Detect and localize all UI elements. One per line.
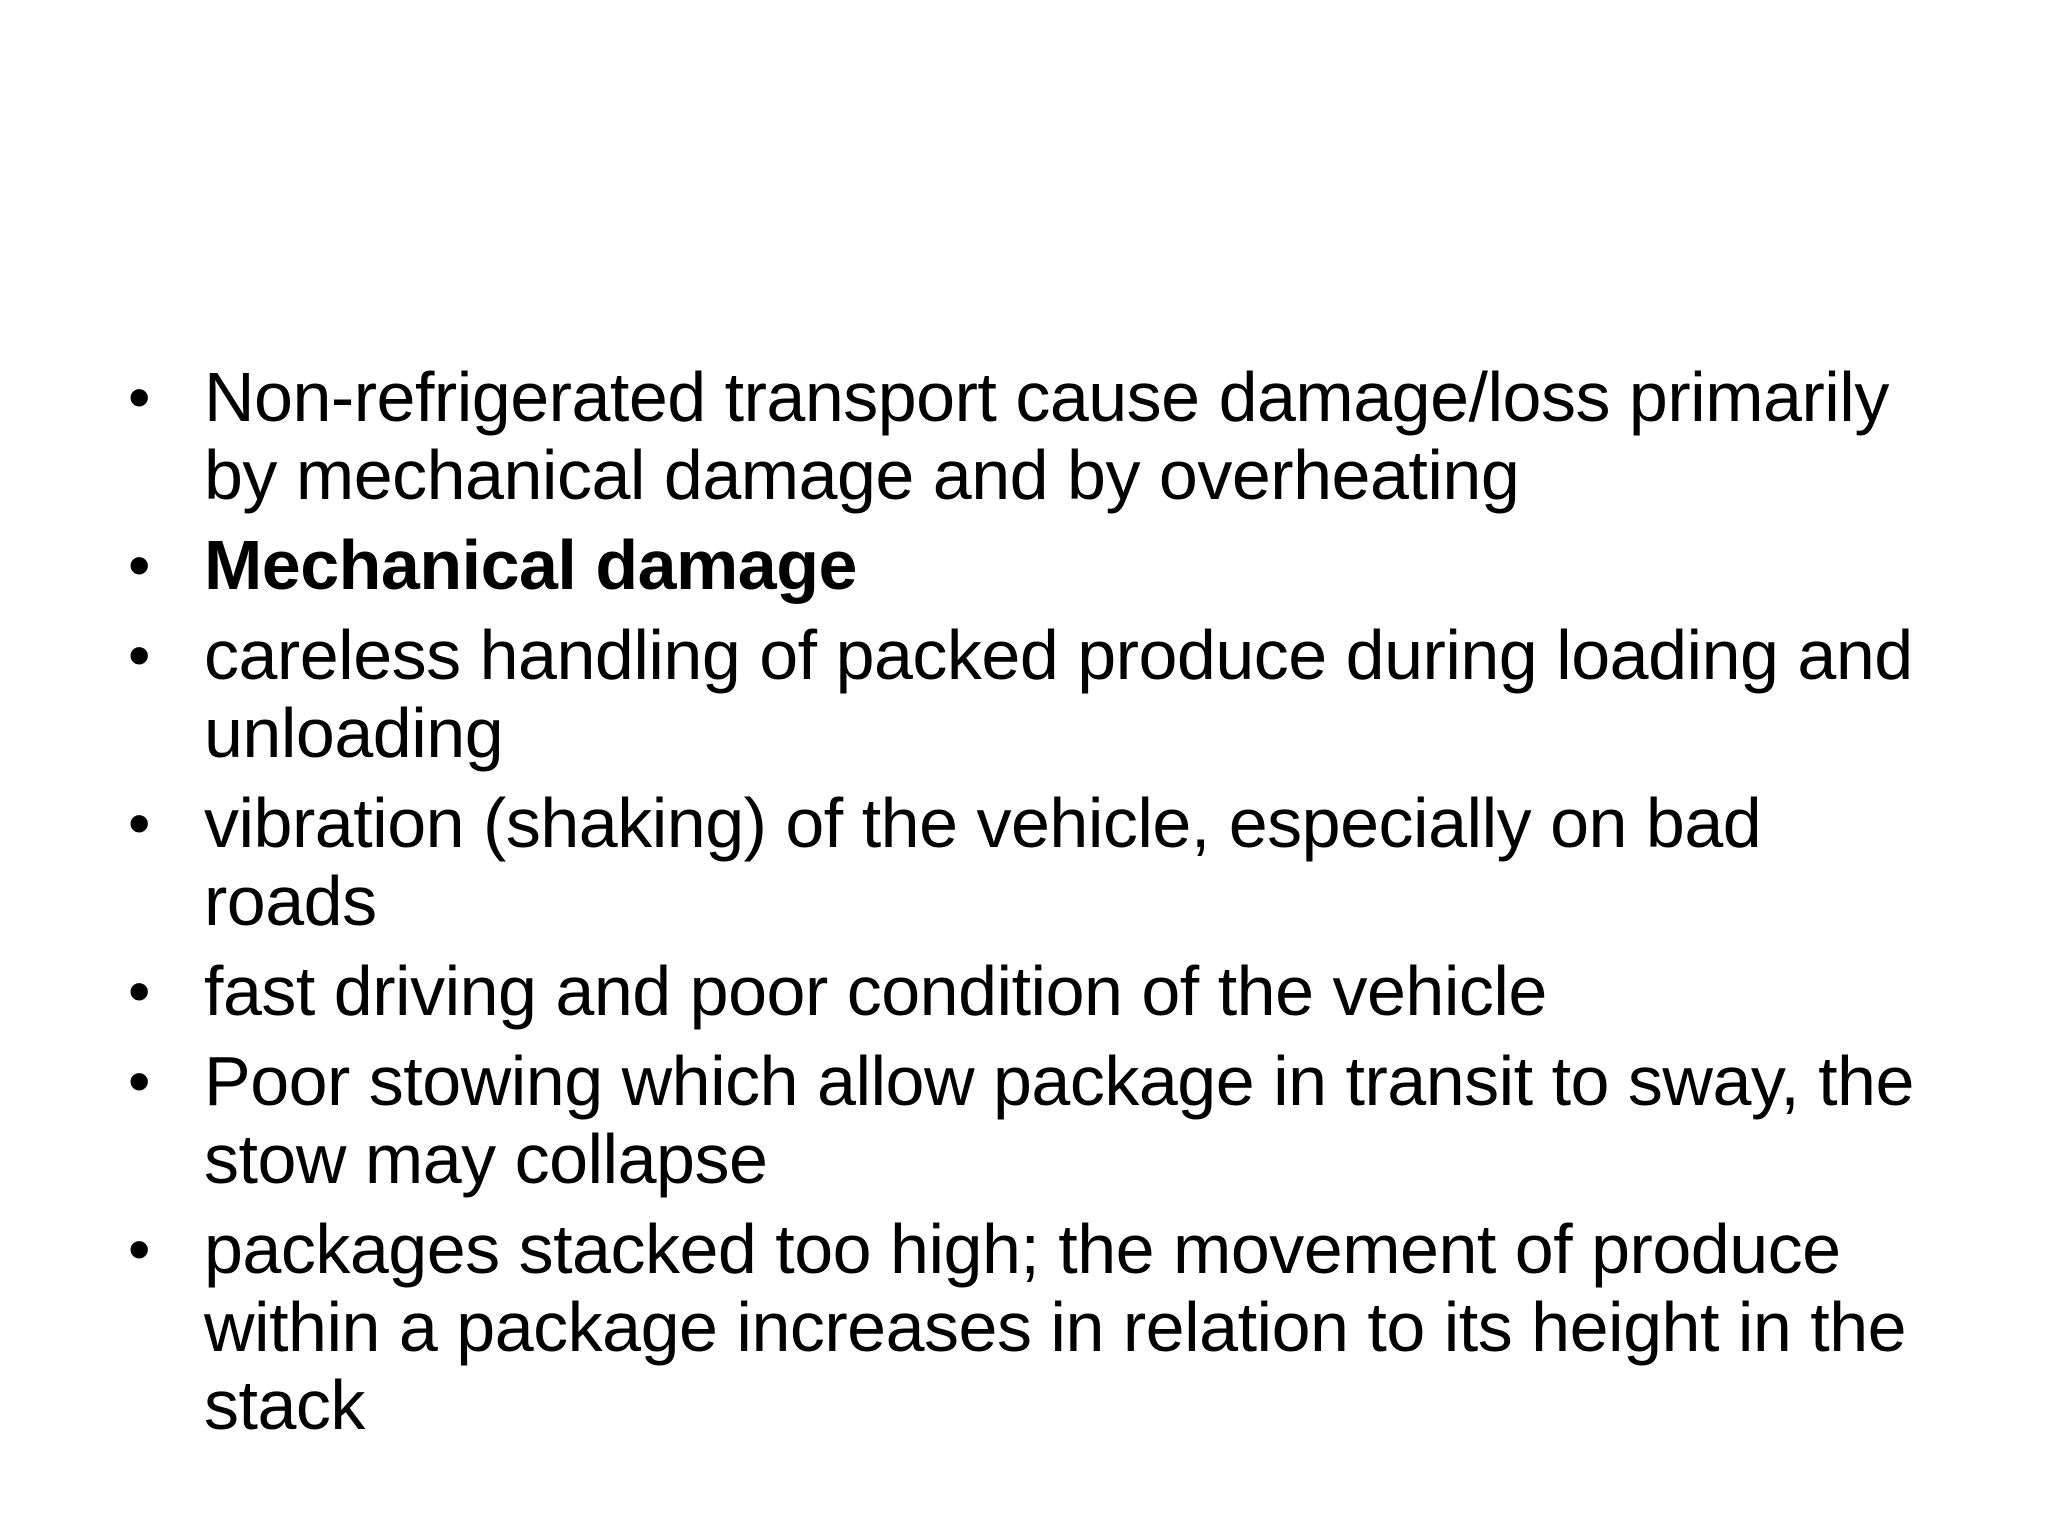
bullet-icon: • bbox=[128, 1045, 150, 1117]
bullet-icon: • bbox=[128, 361, 150, 433]
bullet-item bbox=[118, 952, 1948, 1030]
bullet-item bbox=[118, 1042, 1948, 1198]
bullet-item bbox=[118, 784, 1948, 940]
bullet-item bbox=[118, 358, 1948, 514]
bullet-text: Non-refrigerated transport cause damage/loss primarily by mechanical damage and by overheating bbox=[204, 358, 1889, 514]
bullet-icon: • bbox=[128, 787, 150, 859]
bullet-icon: • bbox=[128, 955, 150, 1027]
bullet-icon: • bbox=[128, 1213, 150, 1285]
bullet-text: packages stacked too high; the movement of produce within a package increases in relation to its height in the stack bbox=[204, 1210, 1907, 1444]
bullet-heading: Mechanical damage bbox=[204, 526, 857, 604]
bullet-icon: • bbox=[128, 619, 150, 691]
bullet-text: vibration (shaking) of the vehicle, especially on bad roads bbox=[204, 784, 1762, 940]
bullet-text: fast driving and poor condition of the vehicle bbox=[204, 952, 1547, 1030]
bullet-list bbox=[118, 358, 1948, 1456]
bullet-text: Poor stowing which allow package in transit to sway, the stow may collapse bbox=[204, 1042, 1914, 1198]
bullet-icon: • bbox=[128, 529, 150, 601]
bullet-item bbox=[118, 526, 1948, 604]
bullet-text: careless handling of packed produce during loading and unloading bbox=[204, 616, 1913, 772]
bullet-item bbox=[118, 616, 1948, 772]
bullet-item bbox=[118, 1210, 1948, 1444]
